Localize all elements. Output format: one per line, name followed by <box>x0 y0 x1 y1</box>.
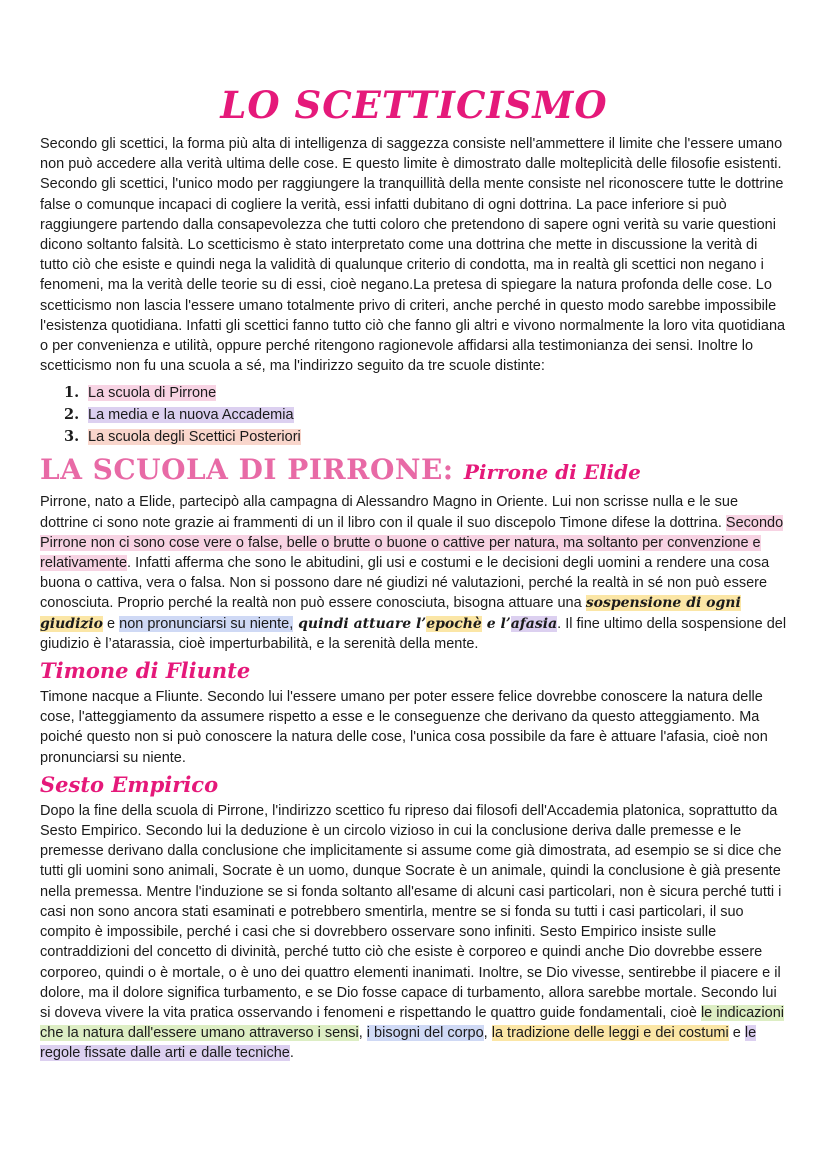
list-item <box>64 404 788 426</box>
text-run: , <box>358 1025 367 1042</box>
section-subheading: Pirrone di Elide <box>463 460 641 485</box>
highlighted-text: i bisogni del corpo <box>366 1025 484 1042</box>
emphasized-text: quindi attuare l’ <box>293 615 427 632</box>
list-number: 1. <box>64 384 80 402</box>
section-heading-text: LA SCUOLA DI PIRRONE: <box>40 453 454 487</box>
text-run: . Infatti afferma che sono le abitudini, gli usi e costumi e le decisioni degli uomini a rendere una cosa buona o cattiva, vera o falsa. Non si possono dare né giudizi né valutazioni, perché la realtà in sé non può essere conosciuta. Proprio perché la realtà non può essere conosciuta, bisogna attuare una <box>40 555 770 612</box>
text-run: , <box>483 1025 492 1042</box>
text-run: e <box>728 1025 745 1042</box>
page-title: LO SCETTICISMO <box>220 83 608 127</box>
text-run: Dopo la fine della scuola di Pirrone, l'indirizzo scettico fu ripreso dai filosofi dell'Accademia platonica, soprattutto da Sesto Empirico. Secondo lui la deduzione è un circolo vizioso in cui la conclusione deriva dalle premesse e le premesse derivano dalla conclusione che implicitamente si assume come già dimostrata, ad esempio se si dice che tutti gli uomini sono animali, Socrate è un uomo, dunque Socrate è un animale, quindi la conclusione è già presente nella premessa. Mentre l'induzione se si fonda soltanto all'esame di alcuni casi particolari, non è sicura perché tutti i casi non sono ancora stati esaminati e potrebbero smentirla, mentre se si fonda su tutti i casi particolari, il suo compito è impossibile, perché i casi che si dovrebbero osservare sono infiniti. Sesto Empirico insiste sulle contraddizioni del concetto di divinità, perché tutto ciò che esiste è corporeo e quindi anche Dio dovrebbe essere corporeo, quindi o è mortale, o è uno dei quattro elementi inanimati. Inoltre, se Dio vivesse, sentirebbe il piacere e il dolore, ma il dolore significa turbamento, e se Dio fosse capace di turbamento, allora sarebbe mortale. Secondo lui si doveva vivere la vita pratica osservando i fenomeni e rispettando le quattro guide fondamentali, cioè <box>40 802 782 1021</box>
sesto-paragraph <box>40 801 788 1064</box>
list-item <box>64 426 788 448</box>
text-run: . Il fine ultimo della sospensione del giudizio è l’atarassia, cioè imperturbabilità, e la serenità della mente. <box>40 615 787 652</box>
highlighted-text: le regole fissate dalle arti e dalle tecniche <box>40 1025 757 1062</box>
highlighted-text: la tradizione delle leggi e dei costumi <box>491 1025 729 1042</box>
highlighted-text: Secondo Pirrone non ci sono cose vere o false, belle o brutte o buone o cattive per natura, ma soltanto per convenzione e relativamente <box>40 514 784 572</box>
text-run: e <box>103 615 120 632</box>
section-heading-pirrone <box>40 452 788 490</box>
timone-paragraph: Timone nacque a Fliunte. Secondo lui l'essere umano per poter essere felice dovrebbe conoscere la natura delle cose, l'atteggiamento da assumere rispetto a esse e le conseguenze che derivano da questo atteggiamento. Ma poiché questo non si può conoscere la natura delle cose, l'unica cosa possibile da fare è attuare l'afasia, cioè non pronunciarsi su niente. <box>40 689 768 766</box>
schools-list <box>64 382 788 448</box>
text-run: Pirrone, nato a Elide, partecipò alla campagna di Alessandro Magno in Oriente. Lui non scrisse nulla e le sue dottrine ci sono note grazie ai frammenti di un il libro con il quale il suo discepolo Timone difese la dottrina. <box>40 494 739 531</box>
emphasized-text: e l’ <box>481 615 511 632</box>
highlighted-text: non pronunciarsi su niente, <box>119 615 294 632</box>
list-item-label: La scuola degli Scettici Posteriori <box>88 429 301 446</box>
text-run: . <box>289 1045 294 1062</box>
highlighted-text: sospensione di ogni giudizio <box>40 595 741 632</box>
highlighted-text: epochè <box>426 615 482 632</box>
list-item-label: La scuola di Pirrone <box>88 385 217 402</box>
section-heading-timone: Timone di Fliunte <box>40 658 251 684</box>
list-item-label: La media e la nuova Accademia <box>88 407 294 424</box>
section-heading-sesto: Sesto Empirico <box>40 771 219 797</box>
list-number: 2. <box>64 406 80 424</box>
list-item <box>64 382 788 404</box>
highlighted-text: afasia <box>510 615 558 632</box>
pirrone-paragraph <box>40 492 788 654</box>
intro-paragraph: Secondo gli scettici, la forma più alta di intelligenza di saggezza consiste nell'ammettere il limite che l'essere umano non può accedere alla verità ultima delle cose. E questo limite è dimostrato dalle molteplicità delle filosofie esistenti. Secondo gli scettici, l'unico modo per raggiungere la tranquillità della mente consiste nel riconoscere tutte le dottrine false o comunque incapaci di cogliere la verità, essi infatti dubitano di ogni dottrina. La pace inferiore si può raggiungere partendo dalla consapevolezza che tutti coloro che pretendono di sapere ogni verità su varie questioni dicono soltanto falsità. Lo scetticismo è stato interpretato come una dottrina che mette in discussione la verità di tutto ciò che esiste e quindi nega la validità di qualunque criterio di condotta, ma in realtà gli scettici non negano i fenomeni, ma la verità delle teorie su di essi, cioè negano.La pretesa di spiegare la natura profonda delle cose. Lo scetticismo non lascia l'essere umano totalmente privo di criteri, anche perché in questo modo sarebbe impossibile l'esistenza quotidiana. Infatti gli scettici fanno tutto ciò che fanno gli altri e vivono normalmente la loro vita quotidiana o per convenienza e utilità, oppure perché ritengono ragionevole affidarsi alla testimonianza dei sensi. Inoltre lo scetticismo non fu una scuola a sé, ma l'indirizzo seguito da tre scuole distinte: <box>40 136 786 375</box>
highlighted-text: le indicazioni che la natura dall'essere umano attraverso i sensi <box>40 1004 784 1042</box>
list-number: 3. <box>64 428 80 446</box>
